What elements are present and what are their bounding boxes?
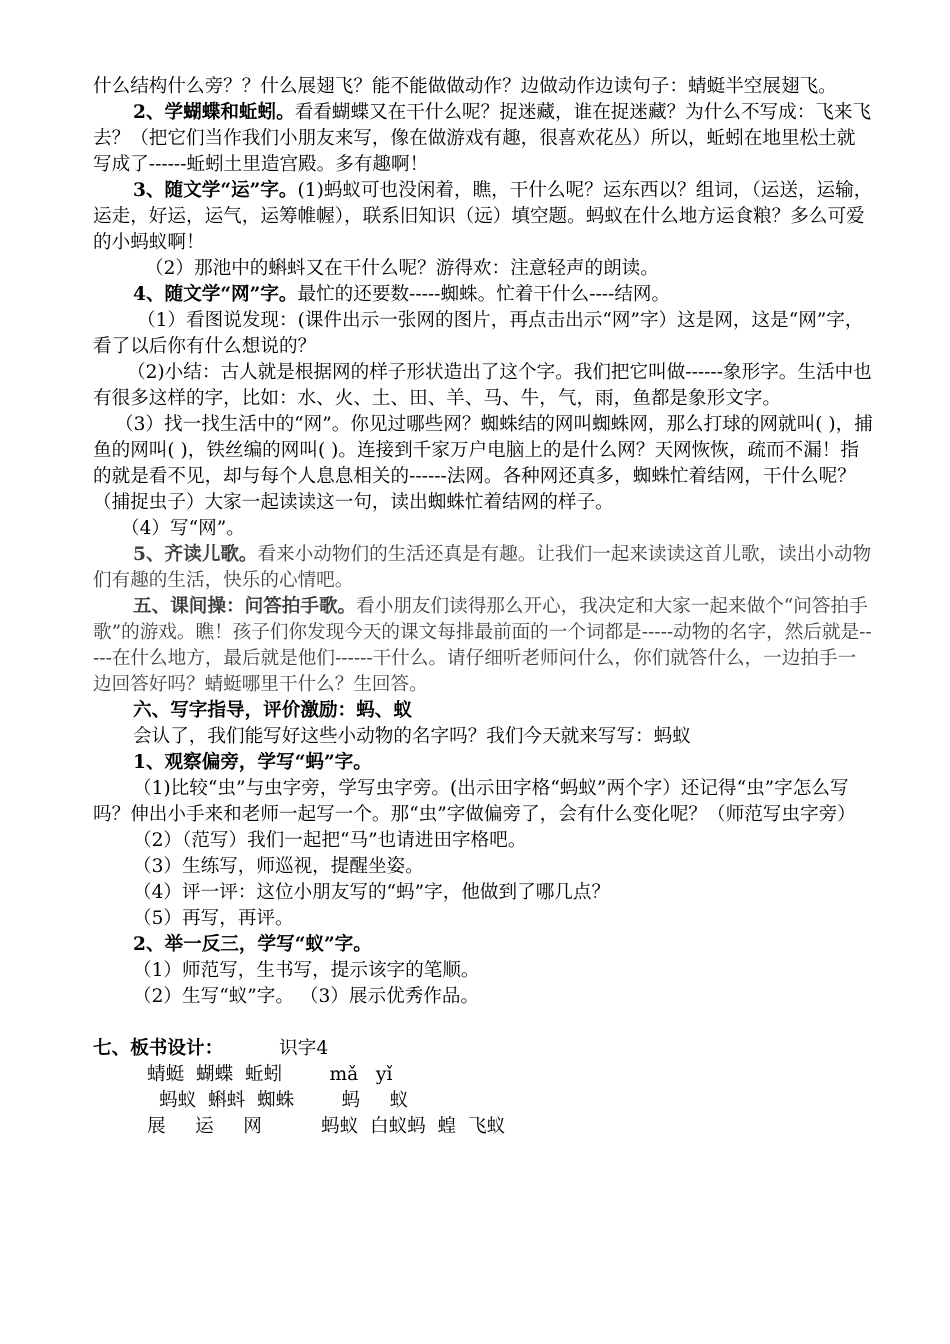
board-heading: 七、板书设计： [93, 1038, 224, 1059]
spacer [93, 1010, 873, 1036]
paragraph-yi-2: （2）生写“蚁”字。 （3）展示优秀作品。 [133, 986, 480, 1007]
paragraph-clap [93, 594, 873, 698]
paragraph-wang-4: （4）写“网”。 [121, 518, 245, 539]
heading-yun: 3、随文学“运”字。 [133, 180, 298, 201]
heading-song: 5、齐读儿歌。 [133, 544, 258, 565]
paragraph-writing-intro: 会认了，我们能写好这些小动物的名字吗？我们今天就来写写：蚂蚁 [133, 726, 691, 747]
paragraph-butterfly [93, 100, 873, 178]
paragraph-wang [93, 282, 873, 308]
paragraph-yun [93, 178, 873, 256]
heading-yi: 2、举一反三，学写“蚁”字。 [133, 934, 372, 955]
paragraph-ma-1: （1)比较“虫”与虫字旁，学写虫字旁。(出示田字格“蚂蚁”两个字）还记得“虫”字怎么写吗？伸出小手来和老师一起写一个。那“虫”字做偏旁了，会有什么变化呢？（师范写虫字旁） [93, 778, 856, 825]
paragraph-tadpole: （2）那池中的蝌蚪又在干什么呢？游得欢：注意轻声的朗读。 [145, 258, 659, 279]
text-wang: 最忙的还要数-----蜘蛛。忙着干什么----结网。 [297, 284, 671, 305]
heading-writing: 六、写字指导，评价激励：蚂、蚁 [133, 700, 412, 721]
heading-ma: 1、观察偏旁，学写“蚂”字。 [133, 752, 372, 773]
paragraph-wang-3: （3）找一找生活中的“网”。你见过哪些网？蜘蛛结的网叫蜘蛛网，那么打球的网就叫( )，捕鱼的网叫( )，铁丝编的网叫( )。连接到千家万户电脑上的是什么网？天网恢恢，疏而不漏！指的就是看不见，却与每个人息息相关的------法网。各种网还真多，蜘蛛忙着结网，干什么呢？（捕捉虫子）大家一起读读这一句，读出蜘蛛忙着结网的样子。 [93, 414, 873, 513]
paragraph-ma-5: （5）再写，再评。 [133, 908, 294, 929]
board-row-2: 蚂蚁 蝌蚪 蜘蛛 蚂 蚁 [159, 1090, 409, 1111]
board-row-1: 蜻蜓 蝴蝶 蚯蚓 mǎ yǐ [147, 1064, 393, 1085]
paragraph-song [93, 542, 873, 594]
document-body [93, 74, 873, 1140]
heading-butterfly: 2、学蝴蝶和蚯蚓。 [133, 102, 295, 123]
paragraph-wang-2: （2)小结：古人就是根据网的样子形状造出了这个字。我们把它叫做------象形字。生活中也有很多这样的字，比如：水、火、土、田、羊、马、牛，气，雨，鱼都是象形文字。 [93, 362, 872, 409]
text-butterfly: 看看蝴蝶又在干什么呢？捉迷藏，谁在捉迷藏？为什么不写成：飞来飞去？（把它们当作我们小朋友来写，像在做游戏有趣，很喜欢花丛）所以，蚯蚓在地里松土就写成了------蚯蚓土里造宫殿。多有趣啊！ [93, 102, 872, 175]
paragraph-ma-2: （2）（范写）我们一起把“马”也请进田字格吧。 [133, 830, 527, 851]
paragraph-ma-3: （3）生练写，师巡视，提醒坐姿。 [133, 856, 424, 877]
paragraph-intro-end: 什么结构什么旁？？什么展翅飞？能不能做做动作？边做动作边读句子：蜻蜓半空展翅飞。 [93, 76, 837, 97]
board-row-3: 展 运 网 蚂蚁 白蚁蚂 蝗 飞蚁 [147, 1116, 506, 1137]
text-yun: (1)蚂蚁可也没闲着，瞧，干什么呢？运东西以？组词，（运送，运输，运走，好运，运气，运筹帷幄），联系旧知识（远）填空题。蚂蚁在什么地方运食粮？多么可爱的小蚂蚁啊！ [93, 180, 873, 253]
heading-clap: 五、课间操：问答拍手歌。 [133, 596, 357, 617]
heading-wang: 4、随文学“网”字。 [133, 284, 298, 305]
text-song: 看来小动物们的生活还真是有趣。让我们一起来读读这首儿歌，读出小动物们有趣的生活，快乐的心情吧。 [93, 544, 872, 591]
paragraph-wang-1: （1）看图说发现：(课件出示一张网的图片，再点击出示“网”字）这是网，这是“网”字，看了以后你有什么想说的？ [93, 310, 864, 357]
board-heading-line [93, 1036, 873, 1062]
paragraph-ma-4: （4）评一评：这位小朋友写的“蚂”字，他做到了哪几点？ [133, 882, 611, 903]
paragraph-yi-1: （1）师范写，生书写，提示该字的笔顺。 [133, 960, 480, 981]
board-title: 识字4 [279, 1038, 329, 1059]
text-clap: 看小朋友们读得那么开心，我决定和大家一起来做个“问答拍手歌”的游戏。瞧！孩子们你发现今天的课文每排最前面的一个词都是-----动物的名字，然后就是-----在什么地方，最后就是他们------干什么。请仔细听老师问什么，你们就答什么，一边拍手一边回答好吗？蜻蜓哪里干什么？生回答。 [93, 596, 872, 695]
